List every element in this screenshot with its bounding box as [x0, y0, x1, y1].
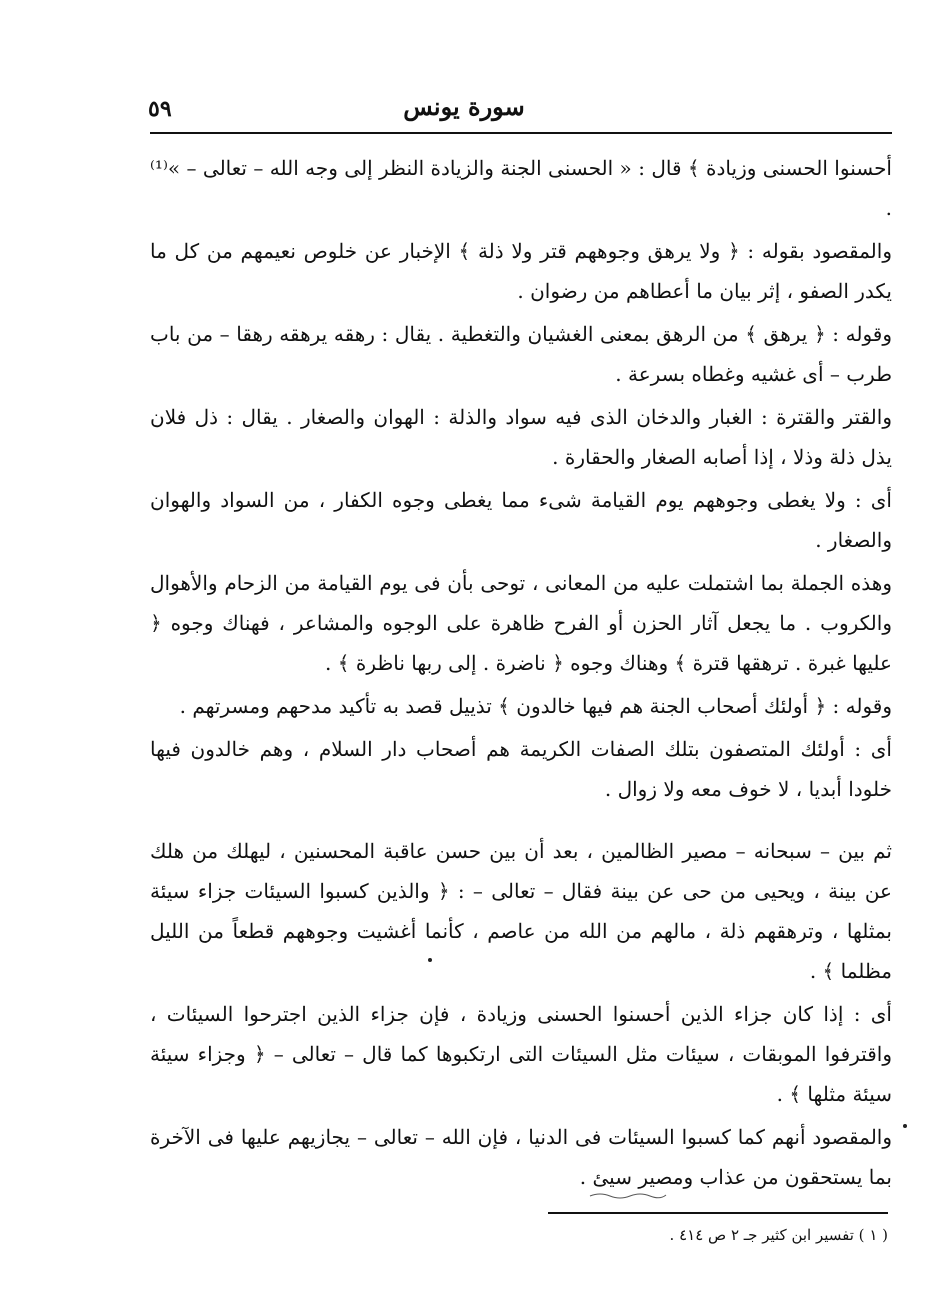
paragraph-2: والمقصود بقوله : ﴿ ولا يرهق وجوههم قتر ولا ذلة ﴾ الإخبار عن خلوص نعيمهم من كل ما يكدر الصفو ، إثر بيان ما أعطاهم من رضوان .	[150, 239, 892, 303]
scan-dot-mark	[428, 958, 432, 962]
page-number: ٥٩	[148, 96, 172, 122]
paragraph-3: وقوله : ﴿ يرهق ﴾ من الرهق بمعنى الغشيان والتغطية . يقال : رهقه يرهقه رهقا – من باب طرب – أى غشيه وغطاه بسرعة .	[150, 322, 892, 386]
paragraph-8: أى : أولئك المتصفون بتلك الصفات الكريمة هم أصحاب دار السلام ، وهم خالدون فيها خلودا أبديا ، لا خوف معه ولا زوال .	[150, 737, 892, 801]
paragraph-1: أحسنوا الحسنى وزيادة ﴾ قال : « الحسنى الجنة والزيادة النظر إلى وجه الله – تعالى – »⁽¹⁾ .	[150, 156, 892, 220]
paragraph-6: وهذه الجملة بما اشتملت عليه من المعانى ، توحى بأن فى يوم القيامة من الزحام والأهوال والكروب . ما يجعل آثار الحزن أو الفرح ظاهرة على الوجوه والمشاعر ، فهناك وجوه ﴿ عليها غبرة . ترهقها قترة ﴾ وهناك وجوه ﴿ ناضرة . إلى ربها ناظرة ﴾ .	[150, 571, 892, 675]
footnote: ( ١ ) تفسير ابن كثير جـ ٢ ص ٤١٤ .	[669, 1226, 888, 1244]
header-rule	[150, 132, 892, 134]
paragraph-5: أى : ولا يغطى وجوههم يوم القيامة شىء مما يغطى وجوه الكفار ، من السواد والهوان والصغار .	[150, 488, 892, 552]
paragraph-11: والمقصود أنهم كما كسبوا السيئات فى الدنيا ، فإن الله – تعالى – يجازيهم عليها فى الآخرة بما يستحقون من عذاب ومصير سيئ .	[150, 1125, 892, 1189]
paragraph-10: أى : إذا كان جزاء الذين أحسنوا الحسنى وزيادة ، فإن جزاء الذين اجترحوا السيئات ، واقترفوا الموبقات ، سيئات مثل السيئات التى ارتكبوها كما قال – تعالى – ﴿ وجزاء سيئة سيئة مثلها ﴾ .	[150, 1002, 892, 1106]
squiggle-mark	[588, 1190, 668, 1200]
paragraph-4: والقتر والقترة : الغبار والدخان الذى فيه سواد والذلة : الهوان والصغار . يقال : ذل فلان يذل ذلة وذلا ، إذا أصابه الصغار والحقارة .	[150, 405, 892, 469]
paragraph-9: ثم بين – سبحانه – مصير الظالمين ، بعد أن بين حسن عاقبة المحسنين ، ليهلك من هلك عن بينة ، ويحيى من حى عن بينة فقال – تعالى – : ﴿ والذين كسبوا السيئات جزاء سيئة بمثلها ، وترهقهم ذلة ، مالهم من الله من عاصم ، كأنما أغشيت وجوههم قطعاً من الليل مظلما ﴾ .	[150, 839, 892, 983]
running-title: سورة يونس	[403, 92, 525, 121]
footnote-rule	[548, 1212, 888, 1214]
body-text	[150, 148, 892, 1200]
paragraph-7: وقوله : ﴿ أولئك أصحاب الجنة هم فيها خالدون ﴾ تذييل قصد به تأكيد مدحهم ومسرتهم .	[179, 694, 892, 718]
margin-dot-mark	[903, 1124, 907, 1128]
